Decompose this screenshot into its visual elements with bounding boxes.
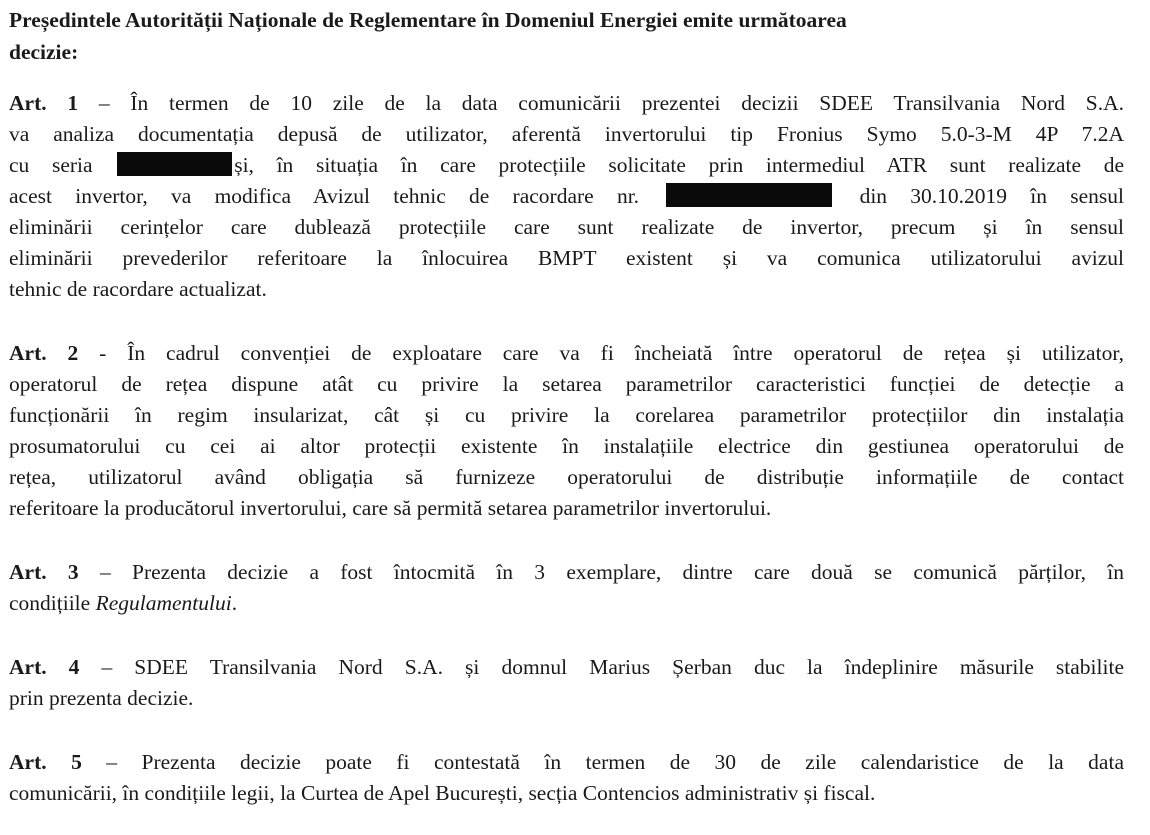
article-3-regulament-italic: Regulamentului — [95, 591, 232, 615]
article-4-line-2: prin prezenta decizie. — [9, 686, 194, 710]
article-3-text-1: – Prezenta decizie a fost întocmită în 3 exemplare, dintre care două se comunică părților, în — [78, 560, 1125, 584]
article-2 — [9, 338, 1124, 524]
article-3-line-2 — [9, 588, 1124, 619]
article-5-line-2: comunicării, în condițiile legii, la Curtea de Apel București, secția Contencios administrativ și fiscal. — [9, 781, 876, 805]
article-2-line-6: referitoare la producătorul invertorului, care să permită setarea parametrilor invertorului. — [9, 496, 772, 520]
article-5-text-1: – Prezenta decizie poate fi contestată în termen de 30 de zile calendaristice de la data — [81, 750, 1124, 774]
article-4-text-1: – SDEE Transilvania Nord S.A. și domnul Marius Șerban duc la îndeplinire măsurile stabilite — [79, 655, 1124, 679]
article-3 — [9, 557, 1124, 619]
article-5-line-1 — [9, 747, 1124, 778]
article-1-label: Art. 1 — [9, 91, 79, 115]
article-1-text-1: – În termen de 10 zile de la data comunicării prezentei decizii SDEE Transilvania Nord S.A. — [78, 91, 1124, 115]
redacted-serial-number — [117, 152, 232, 176]
article-1-text-4b: din 30.10.2019 în sensul — [859, 184, 1125, 208]
heading-line-1: Președintele Autorității Naționale de Reglementare în Domeniul Energiei emite următoarea — [9, 8, 847, 32]
article-1-line-5: eliminării cerințelor care dublează protecțiile care sunt realizate de invertor, precum și în sensul — [9, 215, 1124, 239]
article-4-line-1 — [9, 652, 1124, 683]
article-4-label: Art. 4 — [9, 655, 80, 679]
article-1 — [9, 88, 1124, 305]
article-2-line-2: operatorul de rețea dispune atât cu privire la setarea parametrilor caracteristici funcției de detecție a — [9, 372, 1124, 396]
article-5 — [9, 747, 1124, 809]
article-1-line-4 — [9, 181, 1124, 212]
article-1-line-6: eliminării prevederilor referitoare la înlocuirea BMPT existent și va comunica utilizatorului avizul — [9, 246, 1124, 270]
article-1-text-4a: acest invertor, va modifica Avizul tehnic de racordare nr. — [9, 184, 640, 208]
article-1-text-3a: cu seria — [9, 153, 93, 177]
article-1-text-3b: și, în situația în care protecțiile solicitate prin intermediul ATR sunt realizate de — [234, 153, 1124, 177]
redacted-aviz-number — [666, 183, 832, 207]
article-3-line-1 — [9, 557, 1124, 588]
article-4 — [9, 652, 1124, 714]
article-2-line-1 — [9, 338, 1124, 369]
article-1-line-3 — [9, 150, 1124, 181]
article-1-line-7: tehnic de racordare actualizat. — [9, 277, 267, 301]
document-heading — [9, 4, 1124, 68]
article-2-line-5: rețea, utilizatorul având obligația să furnizeze operatorului de distribuție informațiile de contact — [9, 465, 1124, 489]
article-1-line-1 — [9, 88, 1124, 119]
heading-line-2: decizie: — [9, 40, 79, 64]
article-3-text-2c: . — [231, 591, 238, 615]
article-2-text-1: - În cadrul convenției de exploatare care va fi încheiată între operatorul de rețea și utilizator, — [78, 341, 1124, 365]
article-1-line-2: va analiza documentația depusă de utilizator, aferentă invertorului tip Fronius Symo 5.0-3-M 4P 7.2A — [9, 122, 1124, 146]
article-3-label: Art. 3 — [9, 560, 79, 584]
article-2-line-3: funcționării în regim insularizat, cât și cu privire la corelarea parametrilor protecțiilor din instalația — [9, 403, 1124, 427]
article-3-text-2a: condițiile — [9, 591, 96, 615]
document-page — [9, 4, 1124, 809]
article-2-line-4: prosumatorului cu cei ai altor protecții existente în instalațiile electrice din gestiunea operatorului de — [9, 434, 1124, 458]
article-5-label: Art. 5 — [9, 750, 82, 774]
article-2-label: Art. 2 — [9, 341, 79, 365]
